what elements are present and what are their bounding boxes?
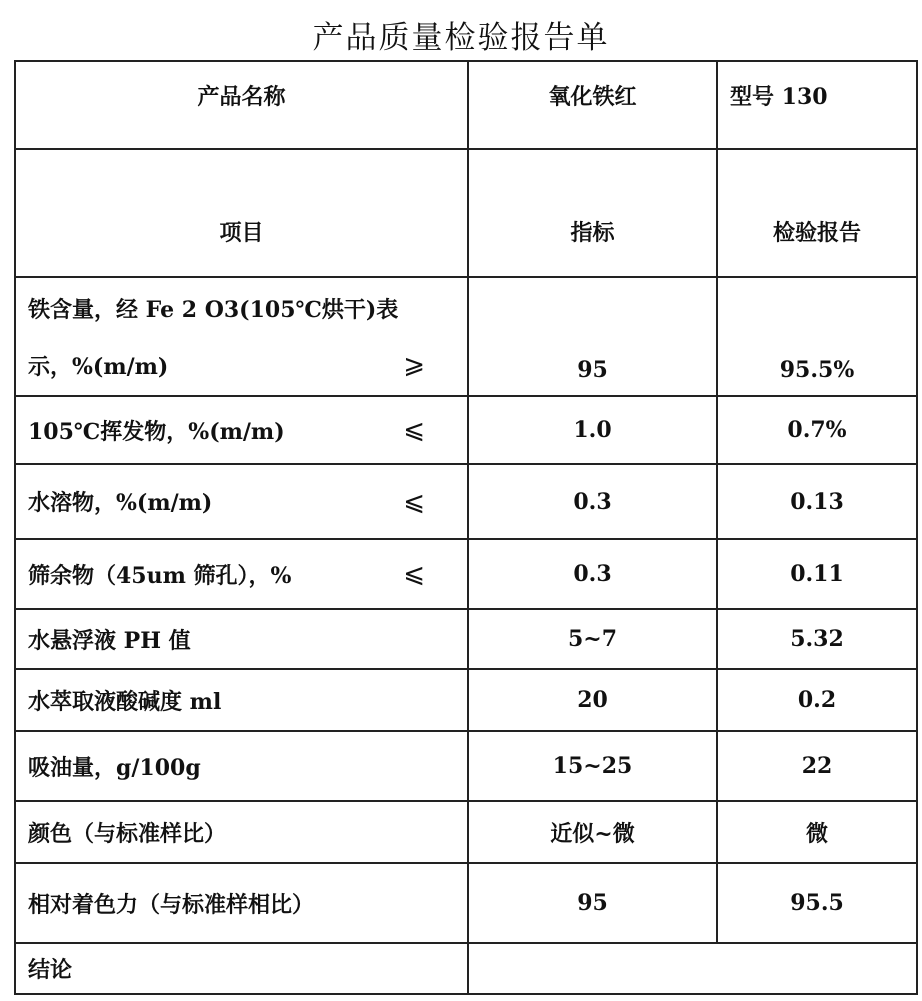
table-row — [15, 731, 917, 801]
result-cell: 22 — [717, 731, 917, 801]
spec-cell: 1.0 — [468, 396, 717, 464]
item-cell — [15, 464, 468, 539]
inspection-table — [14, 60, 918, 995]
spec-cell: 95 — [468, 277, 717, 396]
model-value: 型号 130 — [717, 61, 917, 149]
spec-cell: 5~7 — [468, 609, 717, 669]
table-row — [15, 609, 917, 669]
table-row — [15, 464, 917, 539]
spec-cell: 20 — [468, 669, 717, 731]
result-cell: 95.5% — [717, 277, 917, 396]
conclusion-row — [15, 943, 917, 994]
spec-cell: 0.3 — [468, 539, 717, 609]
table-row — [15, 539, 917, 609]
less-equal-icon: ⩽ — [403, 559, 425, 589]
item-label: 水溶物，%(m/m) — [28, 490, 213, 516]
item-line-2: 示，%(m/m) — [28, 353, 169, 380]
item-cell — [15, 539, 468, 609]
spec-cell: 95 — [468, 863, 717, 943]
item-line-1: 铁含量，经 Fe 2 O3(105℃烘干)表 — [28, 296, 399, 323]
item-cell: 吸油量，g/100g — [15, 731, 468, 801]
column-header-spec: 指标 — [468, 149, 717, 277]
less-equal-icon: ⩽ — [403, 415, 425, 445]
item-cell: 相对着色力（与标准样相比） — [15, 863, 468, 943]
result-cell: 0.2 — [717, 669, 917, 731]
item-cell — [15, 396, 468, 464]
table-row — [15, 863, 917, 943]
result-cell: 0.11 — [717, 539, 917, 609]
product-name-value: 氧化铁红 — [468, 61, 717, 149]
report-title: 产品质量检验报告单 — [312, 20, 610, 56]
column-header-result: 检验报告 — [717, 149, 917, 277]
conclusion-value — [468, 943, 917, 994]
column-header-row — [15, 149, 917, 277]
result-cell: 0.7% — [717, 396, 917, 464]
item-cell: 颜色（与标准样比） — [15, 801, 468, 863]
item-cell: 水悬浮液 PH 值 — [15, 609, 468, 669]
item-label: 筛余物（45um 筛孔），% — [28, 562, 292, 589]
result-cell: 95.5 — [717, 863, 917, 943]
table-row — [15, 396, 917, 464]
column-header-item: 项目 — [15, 149, 468, 277]
conclusion-label: 结论 — [15, 943, 468, 994]
item-cell: 水萃取液酸碱度 ml — [15, 669, 468, 731]
item-cell — [15, 277, 468, 396]
spec-cell: 15~25 — [468, 731, 717, 801]
result-cell: 微 — [717, 801, 917, 863]
spec-cell: 近似~微 — [468, 801, 717, 863]
product-name-label: 产品名称 — [15, 61, 468, 149]
greater-equal-icon: ⩾ — [403, 350, 425, 380]
spec-cell: 0.3 — [468, 464, 717, 539]
table-row — [15, 801, 917, 863]
result-cell: 0.13 — [717, 464, 917, 539]
less-equal-icon: ⩽ — [403, 486, 425, 517]
result-cell: 5.32 — [717, 609, 917, 669]
table-row — [15, 669, 917, 731]
item-label: 105℃挥发物，%(m/m) — [28, 418, 285, 445]
product-header-row — [15, 61, 917, 149]
table-row — [15, 277, 917, 396]
